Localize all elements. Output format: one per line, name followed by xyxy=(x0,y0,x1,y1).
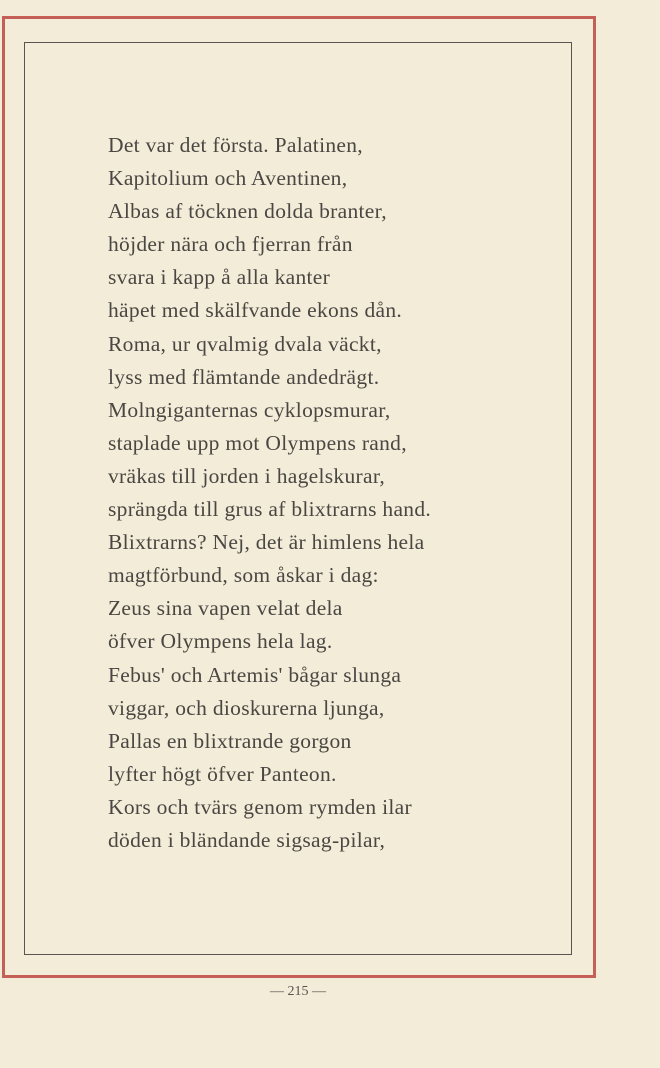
poem-line: Blixtrarns? Nej, det är himlens hela xyxy=(108,530,425,555)
poem-line: Molngiganternas cyklopsmurar, xyxy=(108,397,391,422)
poem-line: höjder nära och fjerran från xyxy=(108,232,353,257)
poem-line: Roma, ur qvalmig dvala väckt, xyxy=(108,331,382,356)
poem-line: öfver Olympens hela lag. xyxy=(108,629,333,654)
poem-line: häpet med skälfvande ekons dån. xyxy=(108,298,403,323)
poem-line: Zeus sina vapen velat dela xyxy=(108,596,343,621)
poem-line: Febus' och Artemis' bågar slunga xyxy=(108,662,402,687)
poem-line: staplade upp mot Olympens rand, xyxy=(108,430,407,455)
poem-line: lyfter högt öfver Panteon. xyxy=(108,761,337,786)
poem-text xyxy=(108,133,548,861)
poem-line: döden i bländande sigsag-pilar, xyxy=(108,827,386,852)
poem-line: magtförbund, som åskar i dag: xyxy=(108,563,379,588)
poem-line: sprängda till grus af blixtrarns hand. xyxy=(108,497,432,522)
poem-line: viggar, och dioskurerna ljunga, xyxy=(108,695,385,720)
poem-line: Det var det första. Palatinen, xyxy=(108,133,363,157)
poem-line: Kors och tvärs genom rymden ilar xyxy=(108,794,412,819)
page-number: — 215 — xyxy=(270,984,326,999)
poem-line: svara i kapp å alla kanter xyxy=(108,265,331,290)
poem-line: Albas af töcknen dolda branter, xyxy=(108,199,387,224)
poem-line: Pallas en blixtrande gorgon xyxy=(108,728,352,753)
poem-line: lyss med flämtande andedrägt. xyxy=(108,364,380,389)
poem-line: Kapitolium och Aventinen, xyxy=(108,166,348,191)
poem-line: vräkas till jorden i hagelskurar, xyxy=(108,463,386,488)
